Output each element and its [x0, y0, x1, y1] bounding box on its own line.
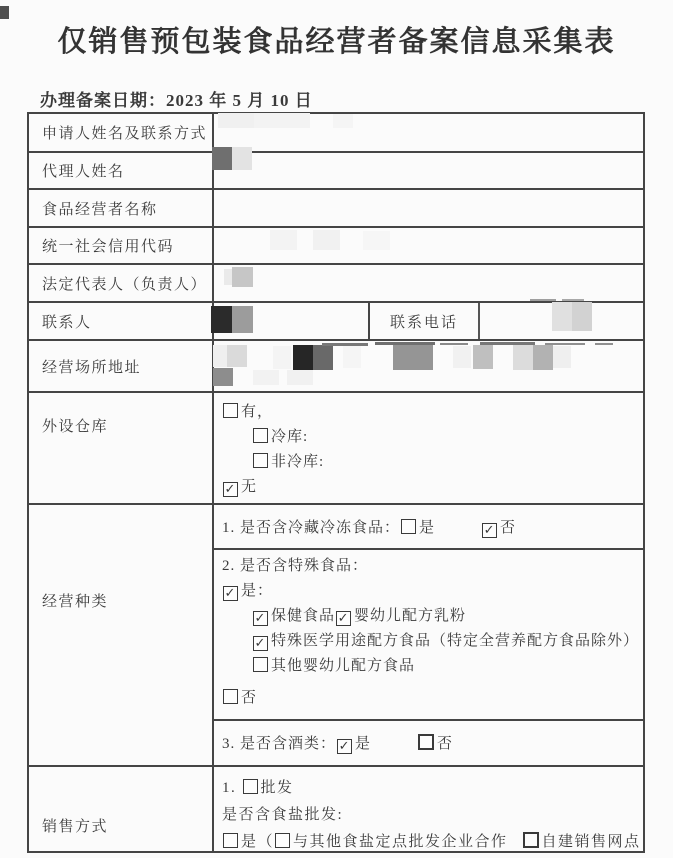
form-line [222, 475, 643, 500]
form-text: 保健食品 [271, 608, 336, 624]
form-text: 特殊医学用途配方食品（特定全营养配方食品除外） [271, 633, 640, 649]
redacted-value [552, 302, 572, 331]
checked-checkbox-icon: ✓ [338, 738, 351, 753]
sales-method-options [214, 767, 643, 851]
form-line [222, 654, 643, 679]
form-text: 婴幼儿配方乳粉 [354, 608, 467, 624]
checked-checkbox-icon: ✓ [224, 585, 237, 600]
checkbox-icon [401, 519, 416, 534]
redacted-value [363, 231, 390, 250]
form-text: 自建销售网点 [541, 834, 641, 850]
form-text: 是 [419, 519, 436, 536]
redacted-value [218, 113, 254, 128]
row-label: 销售方式 [29, 767, 214, 851]
redacted-value [595, 343, 613, 345]
form-text: 其他婴幼儿配方食品 [271, 658, 416, 674]
redacted-value [453, 346, 471, 368]
redacted-value [273, 346, 291, 369]
redacted-value [533, 345, 553, 370]
checked-checkbox-icon: ✓ [483, 521, 496, 537]
form-line [222, 732, 453, 754]
row-value-cell [214, 190, 643, 226]
category-cold-food-section [214, 505, 643, 550]
filing-date-line [40, 86, 313, 111]
checked-checkbox-icon: ✓ [224, 481, 237, 496]
redacted-value [287, 370, 313, 385]
form-text: 非冷库: [271, 454, 325, 470]
warehouse-options [214, 393, 643, 503]
checkbox-icon [253, 657, 268, 672]
checked-checkbox-icon: ✓ [254, 610, 267, 625]
form-text: 1. 是否含冷藏冷冻食品： [222, 519, 401, 536]
redacted-value [213, 345, 227, 367]
row-label: 代理人姓名 [29, 153, 214, 188]
form-title: 仅销售预包装食品经营者备案信息采集表 [57, 26, 616, 58]
category-column [214, 505, 643, 765]
redacted-value [375, 342, 435, 345]
checkbox-icon [275, 833, 290, 848]
form-line [222, 516, 516, 538]
filing-date-value: 2023 年 5 月 10 日 [166, 91, 313, 110]
table-row-operator-name [29, 190, 643, 228]
row-label: 外设仓库 [29, 393, 214, 503]
form-text: 无 [241, 479, 258, 495]
checkbox-icon [223, 833, 238, 848]
row-label: 法定代表人（负责人） [29, 265, 214, 301]
redacted-value [212, 147, 232, 170]
form-line [222, 450, 643, 475]
row-label: 经营场所地址 [29, 341, 214, 391]
table-row-sales [29, 767, 643, 851]
checkbox-icon [243, 779, 258, 794]
redacted-value [0, 6, 9, 19]
form-line [222, 579, 643, 604]
form-line [222, 604, 643, 629]
form-line [222, 829, 643, 856]
redacted-value [270, 230, 297, 250]
redacted-value [253, 370, 279, 385]
redacted-value [227, 345, 247, 367]
redacted-value [293, 345, 313, 370]
table-row-contact [29, 303, 643, 341]
form-text: 是否含食盐批发: [222, 807, 344, 823]
form-text: 与其他食盐定点批发企业合作 [293, 834, 508, 850]
form-text: 是 [355, 736, 372, 752]
form-text: 否 [500, 519, 517, 536]
row-label: 统一社会信用代码 [29, 228, 214, 263]
redacted-value [343, 346, 361, 368]
form-text: 2. 是否含特殊食品： [222, 558, 369, 574]
filing-date-label: 办理备案日期： [40, 91, 166, 110]
form-line [222, 802, 643, 829]
redacted-value [232, 147, 252, 170]
form-text: 批发 [260, 780, 294, 796]
checkbox-icon [253, 428, 268, 443]
form-line [222, 554, 643, 579]
form-text: 有， [241, 404, 274, 420]
redacted-value [254, 113, 310, 128]
redacted-value [572, 302, 592, 331]
redacted-value [224, 269, 232, 285]
table-row-warehouse [29, 393, 643, 505]
redacted-value [473, 345, 493, 369]
form-text: 3. 是否含酒类： [222, 736, 337, 752]
checked-checkbox-icon: ✓ [337, 610, 350, 625]
table-row-category [29, 505, 643, 767]
checkbox-icon [223, 689, 238, 704]
form-text: 1. [222, 780, 242, 796]
table-row-legal-rep [29, 265, 643, 303]
category-special-food-section [214, 550, 643, 721]
form-line [222, 775, 643, 802]
redacted-value [313, 345, 333, 370]
redacted-value [480, 342, 535, 345]
checkbox-icon [253, 453, 268, 468]
row-label: 食品经营者名称 [29, 190, 214, 226]
checked-checkbox-icon: ✓ [254, 635, 267, 650]
form-table [27, 112, 645, 853]
redacted-value [553, 346, 571, 368]
row-label: 经营种类 [29, 505, 214, 765]
checkbox-icon [418, 734, 434, 750]
form-text: 冷库: [271, 429, 309, 445]
row-label: 申请人姓名及联系方式 [29, 114, 214, 151]
form-line [222, 425, 643, 450]
form-line [222, 400, 643, 425]
form-line [222, 686, 643, 711]
redacted-value [545, 343, 585, 345]
redacted-value [313, 230, 340, 250]
form-text: 是： [241, 583, 274, 599]
redacted-value [440, 343, 468, 345]
redacted-value [322, 343, 368, 346]
table-row-agent [29, 153, 643, 190]
redacted-value [211, 306, 232, 333]
redacted-value [232, 267, 253, 287]
checkbox-icon [223, 403, 238, 418]
form-text: 否 [241, 690, 258, 706]
checkbox-icon [523, 832, 539, 848]
category-alcohol-section [214, 721, 643, 765]
row-label: 联系人 [29, 303, 214, 339]
redacted-value [213, 368, 233, 386]
redacted-value [530, 299, 556, 301]
redacted-value [333, 114, 353, 128]
redacted-value [562, 299, 584, 301]
redacted-value [393, 345, 433, 370]
form-text: 是（ [241, 834, 275, 850]
row-value-cell [214, 265, 643, 301]
redacted-value [513, 345, 533, 370]
form-text: 否 [437, 736, 454, 752]
row-value-cell [214, 153, 643, 188]
form-line [222, 629, 643, 654]
phone-label-cell: 联系电话 [370, 303, 480, 339]
redacted-value [232, 306, 253, 333]
